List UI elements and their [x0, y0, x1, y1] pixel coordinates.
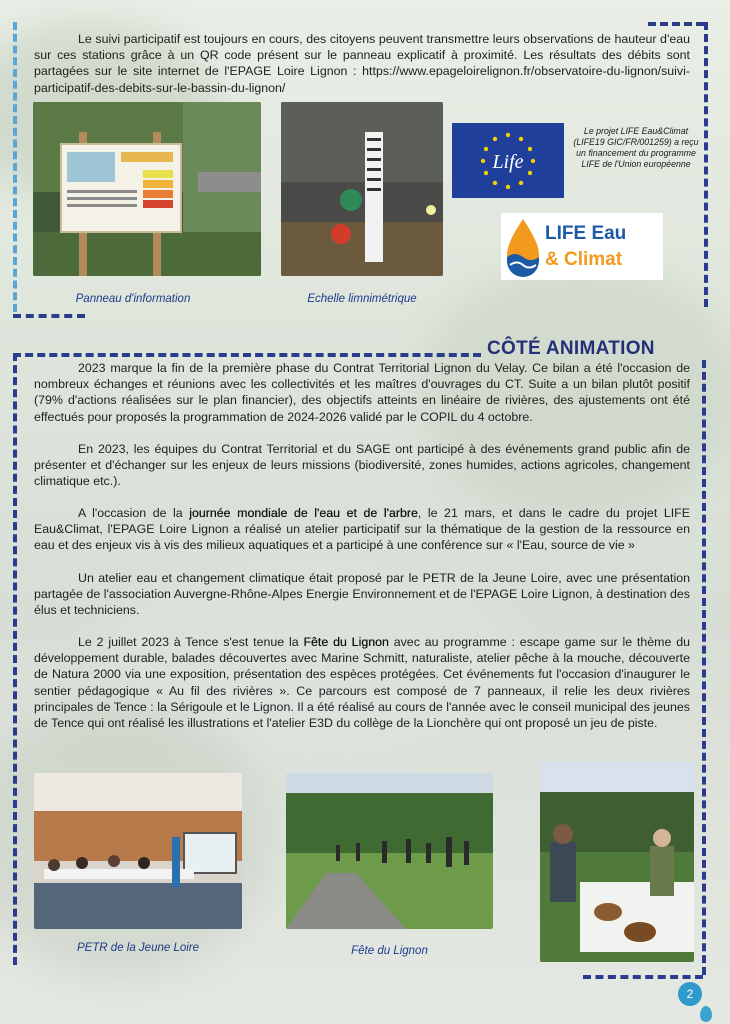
paragraph-world-water-day [34, 505, 690, 554]
caption-fete: Fête du Lignon [351, 945, 428, 957]
intro-paragraph: Le suivi participatif est toujours en cours, des citoyens peuvent transmettre leurs observations de hauteur d'eau sur ces stations grâce à un QR code présent sur le panneau explicatif à proximité. Les résultats des débits sont partagées sur le site internet de l'EPAGE Loire Lignon : https://www.epageloirelignon.fr/observatoire-du-lignon/suivi-participatif-des-debits-sur-le-bassin-du-lignon/ [34, 32, 690, 95]
info-panel-photo [33, 102, 261, 276]
petr-meeting-photo [34, 773, 242, 929]
section-frame-right [702, 360, 706, 975]
p5-highlight: Fête du Lignon [303, 635, 389, 649]
gauge-photo [281, 102, 443, 276]
frame-left-top [13, 22, 17, 312]
caption-info-panel: Panneau d'information [75, 293, 191, 305]
water-drop-icon [700, 1006, 712, 1022]
frame-right-top [704, 22, 708, 307]
section-title: CÔTÉ ANIMATION [487, 338, 655, 359]
life-logo-line2: & Climat [545, 249, 623, 270]
paragraph-petr-workshop: Un atelier eau et changement climatique était proposé par le PETR de la Jeune Loire, avec une présentation partagée de l'association Auvergne-Rhône-Alpes Energie Environnement et de l'EPAGE Loire Lignon, à destination des élus et techniciens. [34, 571, 690, 618]
p3-highlight: journée mondiale de l'eau et de l'arbre [189, 506, 418, 520]
stand-photo [540, 762, 694, 962]
caption-gauge: Echelle limnimétrique [307, 293, 417, 305]
p3-text-a: A l'occasion de la [78, 506, 190, 520]
section-frame-bottom [583, 975, 703, 979]
caption-petr: PETR de la Jeune Loire [76, 942, 200, 954]
section-frame-left [13, 353, 17, 965]
fete-du-lignon-photo [286, 773, 493, 929]
p3-text-c: , le 21 mars, et dans le cadre du projet LIFE Eau&Climat, l'EPAGE Loire Lignon a réalisé un atelier participatif sur la thématique de la gestion de la ressource en eau et des enjeux vis à vis des milieux aquatiques et a participé à une conférence sur « l'Eau, source de vie » [34, 506, 690, 553]
life-logo-line1: LIFE Eau [545, 223, 627, 244]
p5-text-c: avec au programme : escape game sur le thème du développement durable, balades découvertes avec Marine Schmitt, naturaliste, atelier pêche à la mouche, découverte de Natura 2000 via une exposition, présentation des espèces protégées. Cet événements fut l'occasion d'inaugurer le sentier pédagogique « Au fil des rivières ». Ce parcours est composé de 7 panneaux, il relie les deux rivières principales de Tence : la Sérigoule et le Lignon. Il a été réalisé au cours de l'année avec le conseil municipal des jeunes de Tence qui ont réalisé les illustrations et l'atelier E3D du collège de la Lionchère qui ont proposé un jeu de piste. [34, 635, 690, 731]
frame-top-right [648, 22, 704, 26]
page-number: 2 [678, 982, 702, 1006]
life-eau-climat-logo [501, 213, 663, 280]
frame-bottom-left [13, 314, 85, 318]
section-frame-top [13, 353, 481, 357]
eu-flag-logo [452, 123, 564, 198]
paragraph-events: En 2023, les équipes du Contrat Territorial et du SAGE ont participé à des événements grand public afin de présenter et d'échanger sur les enjeux de leurs missions (biodiversité, zones humides, actions agricoles, changement climatique etc.). [34, 442, 690, 489]
paragraph-ct-bilan: 2023 marque la fin de la première phase du Contrat Territorial Lignon du Velay. Ce bilan a été l'occasion de nombreux échanges et réunions avec les collectivités et les maîtres d'ouvrages du CT. Suite a un bilan plutôt positif (79% d'actions réalisées sur le plan financier), des objectifs atteints en linéaire de rivières, des ajustements ont été effectués pour proposés la programmation de 2024-2026 validé par le COPIL du 4 octobre. [34, 361, 690, 424]
eu-funding-note: Le projet LIFE Eau&Climat (LIFE19 GIC/FR/001259) a reçu un financement du programme LIFE de l'Union européenne [573, 126, 699, 169]
paragraph-fete-du-lignon [34, 634, 690, 731]
p5-text-a: Le 2 juillet 2023 à Tence s'est tenue la [78, 635, 304, 649]
life-flag-text: Life [492, 151, 524, 173]
